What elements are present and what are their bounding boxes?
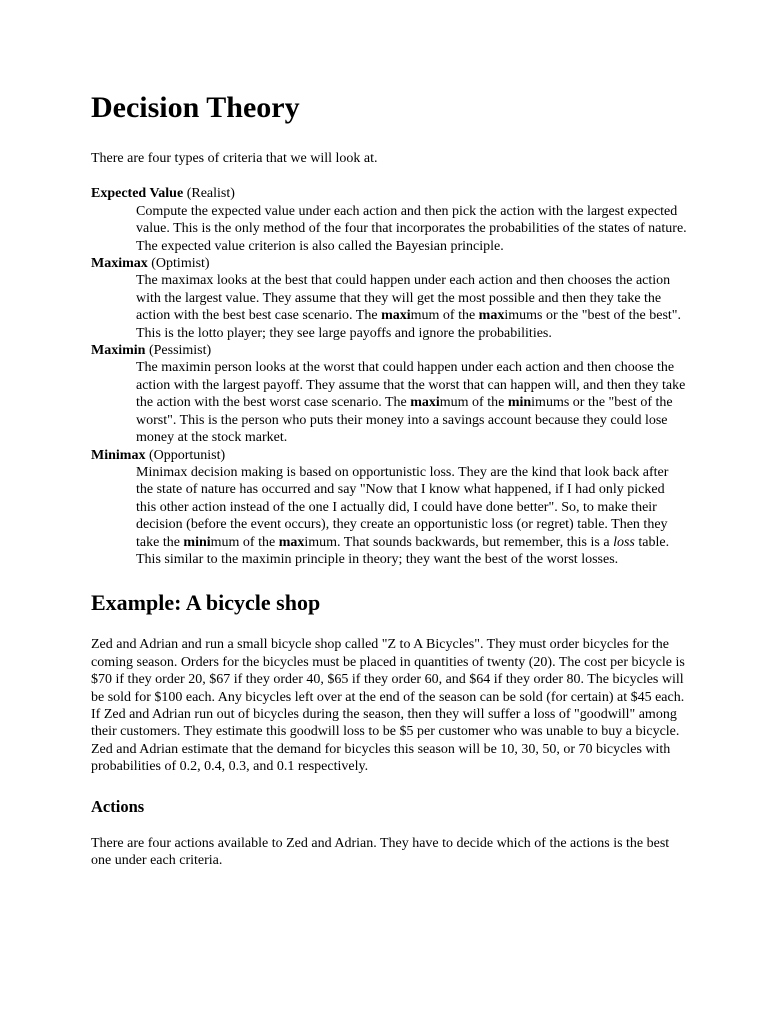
intro-paragraph: There are four types of criteria that we will look at. bbox=[91, 151, 378, 166]
criterion-description-maximax: The maximax looks at the best that could happen under each action and then chooses the action with the largest value. They assume that they will get the most possible and then they take the action with the best best case scenario. The maximum of the maximums or the "best of the best". This is the lotto player; they see large payoffs and ignore the probabilities. bbox=[136, 273, 682, 341]
example-paragraph: Zed and Adrian and run a small bicycle shop called "Z to A Bicycles". They must order bicycles for the coming season. Orders for the bicycles must be placed in quantities of twenty (20). The cost per bicycle is $70 if they order 20, $67 if they order 40, $65 if they order 60, and $64 if they order 80. The bicycles will be sold for $100 each. Any bicycles left over at the end of the season can be sold (for certain) at $45 each. If Zed and Adrian run out of bicycles during the season, then they will suffer a loss of "goodwill" among their customers. They estimate this goodwill loss to be $5 per customer who was unable to buy a bicycle. Zed and Adrian estimate that the demand for bicycles this season will be 10, 30, 50, or 70 bicycles with probabilities of 0.2, 0.4, 0.3, and 0.1 respectively. bbox=[91, 637, 685, 775]
emphasis-italic: loss bbox=[613, 534, 635, 550]
criterion-term-maximax bbox=[91, 255, 688, 272]
criterion-term-maximin bbox=[91, 342, 688, 359]
emphasis-bold: mini bbox=[183, 534, 211, 550]
criterion-term-expected-value bbox=[91, 185, 688, 202]
criterion-name: Maximax bbox=[91, 256, 148, 272]
criterion-name: Maximin bbox=[91, 343, 146, 359]
criterion-description-maximin: The maximin person looks at the worst that could happen under each action and then choose the action with the largest payoff. They assume that the worst that can happen will, and then they take the action with the best worst case scenario. The maximum of the minimums or the "best of the worst". This is the person who puts their money into a savings account because they could lose money at the stock market. bbox=[136, 360, 686, 446]
emphasis-bold: maxi bbox=[410, 395, 440, 411]
criterion-type: (Realist) bbox=[186, 186, 235, 202]
actions-heading: Actions bbox=[91, 796, 145, 816]
criteria-list bbox=[91, 185, 688, 568]
emphasis-bold: max bbox=[278, 534, 305, 550]
criterion-type: (Pessimist) bbox=[148, 343, 212, 359]
criterion-description-minimax: Minimax decision making is based on opportunistic loss. They are the kind that look back after the state of nature has occurred and say "Now that I know what happened, if I had only picked this other action instead of the one I actually did, I could have done better". So, to make their decision (before the event occurs), they create an opportunistic loss (or regret) table. Then they take the minimum of the maximum. That sounds backwards, but remember, this is a loss table. This similar to the maximin principle in theory; they want the best of the worst losses. bbox=[136, 464, 670, 567]
criterion-name: Expected Value bbox=[91, 186, 184, 202]
criterion-type: (Optimist) bbox=[151, 256, 210, 272]
criterion-term-minimax bbox=[91, 447, 688, 464]
criterion-type: (Opportunist) bbox=[148, 447, 226, 463]
page-title: Decision Theory bbox=[91, 91, 300, 124]
emphasis-bold: min bbox=[507, 395, 532, 411]
example-heading: Example: A bicycle shop bbox=[91, 590, 321, 616]
actions-paragraph: There are four actions available to Zed and Adrian. They have to decide which of the actions is the best one under each criteria. bbox=[91, 835, 670, 868]
emphasis-bold: max bbox=[478, 308, 505, 324]
emphasis-bold: maxi bbox=[381, 308, 411, 324]
criterion-description-expected-value: Compute the expected value under each action and then pick the action with the largest expected value. This is the only method of the four that incorporates the probabilities of the states of nature. The expected value criterion is also called the Bayesian principle. bbox=[136, 203, 687, 254]
criterion-name: Minimax bbox=[91, 447, 146, 463]
